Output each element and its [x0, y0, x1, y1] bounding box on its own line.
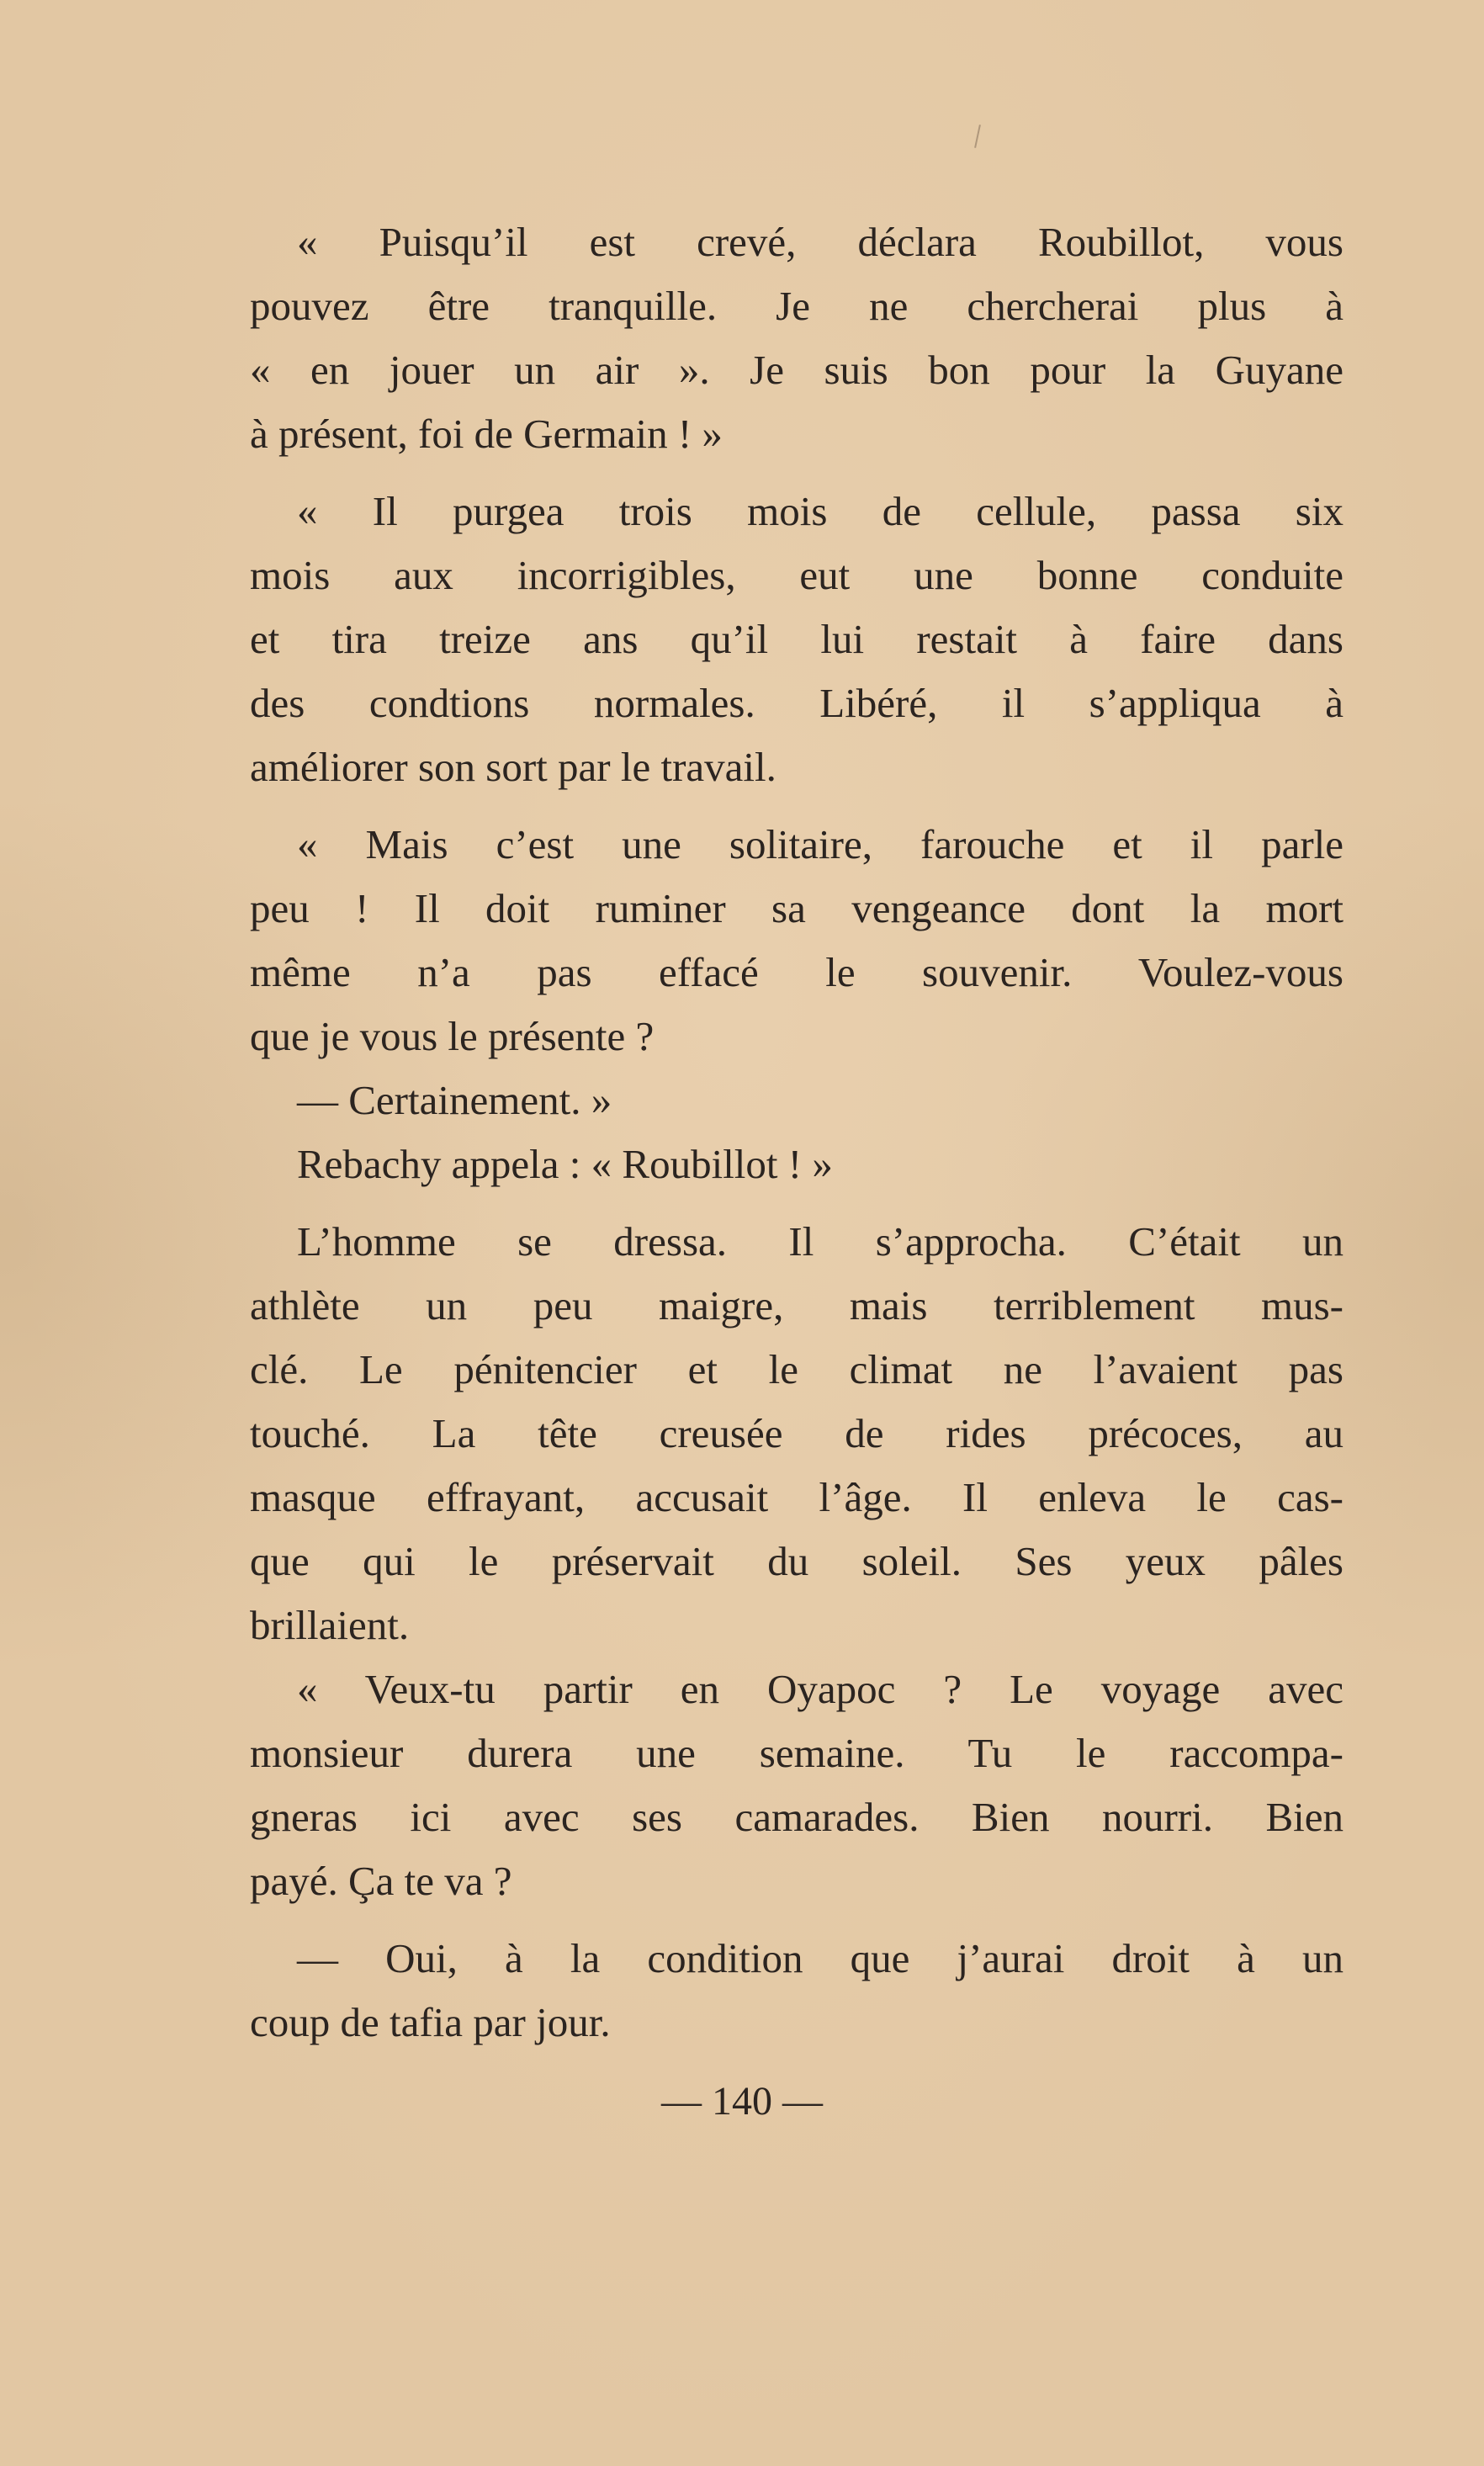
text-line: payé. Ça te va ?	[250, 1858, 512, 1904]
text-line: athlète un peu maigre, mais terriblement mus-	[250, 1282, 1344, 1328]
text-line: monsieur durera une semaine. Tu le raccompa-	[250, 1730, 1344, 1776]
paragraph	[250, 1069, 1344, 1132]
text-line: brillaient.	[250, 1602, 410, 1648]
text-line: « Il purgea trois mois de cellule, passa six	[297, 488, 1344, 534]
page-number: — 140 —	[661, 2079, 823, 2124]
text-line: « en jouer un air ». Je suis bon pour la Guyane	[250, 347, 1344, 393]
text-line: pouvez être tranquille. Je ne chercherai plus à	[250, 283, 1344, 329]
text-line: à présent, foi de Germain ! »	[250, 411, 723, 457]
text-line: « Mais c’est une solitaire, farouche et il parle	[297, 821, 1344, 867]
paragraph	[250, 480, 1344, 799]
paragraph	[250, 1657, 1344, 1913]
text-line: « Veux-tu partir en Oyapoc ? Le voyage avec	[297, 1666, 1344, 1712]
paragraph	[250, 813, 1344, 1069]
text-line: Rebachy appela : « Roubillot ! »	[297, 1141, 833, 1187]
paragraph	[250, 1927, 1344, 2055]
text-line: et tira treize ans qu’il lui restait à faire dans	[250, 616, 1344, 662]
text-line: que je vous le présente ?	[250, 1013, 655, 1059]
text-line: même n’a pas effacé le souvenir. Voulez-vous	[250, 949, 1344, 995]
text-line: L’homme se dressa. Il s’approcha. C’était un	[297, 1218, 1344, 1265]
paragraph	[250, 210, 1344, 466]
text-line: — Oui, à la condition que j’aurai droit à un	[297, 1935, 1344, 1981]
paper-mark	[974, 125, 981, 148]
text-line: gneras ici avec ses camarades. Bien nourri. Bien	[250, 1794, 1344, 1840]
text-line: coup de tafia par jour.	[250, 1999, 611, 2045]
text-line: — Certainement. »	[297, 1077, 612, 1123]
text-line: touché. La tête creusée de rides précoces, au	[250, 1410, 1344, 1456]
paragraph	[250, 1132, 1344, 1196]
text-line: améliorer son sort par le travail.	[250, 744, 776, 790]
text-line: masque effrayant, accusait l’âge. Il enleva le cas-	[250, 1474, 1344, 1520]
text-line: clé. Le pénitencier et le climat ne l’avaient pas	[250, 1346, 1344, 1392]
text-line: des condtions normales. Libéré, il s’appliqua à	[250, 680, 1344, 726]
text-line: peu ! Il doit ruminer sa vengeance dont la mort	[250, 885, 1344, 931]
paragraph	[250, 1210, 1344, 1657]
body-text	[250, 210, 1344, 2055]
text-line: « Puisqu’il est crevé, déclara Roubillot, vous	[297, 219, 1344, 265]
text-line: que qui le préservait du soleil. Ses yeux pâles	[250, 1538, 1344, 1584]
text-line: mois aux incorrigibles, eut une bonne conduite	[250, 552, 1344, 598]
